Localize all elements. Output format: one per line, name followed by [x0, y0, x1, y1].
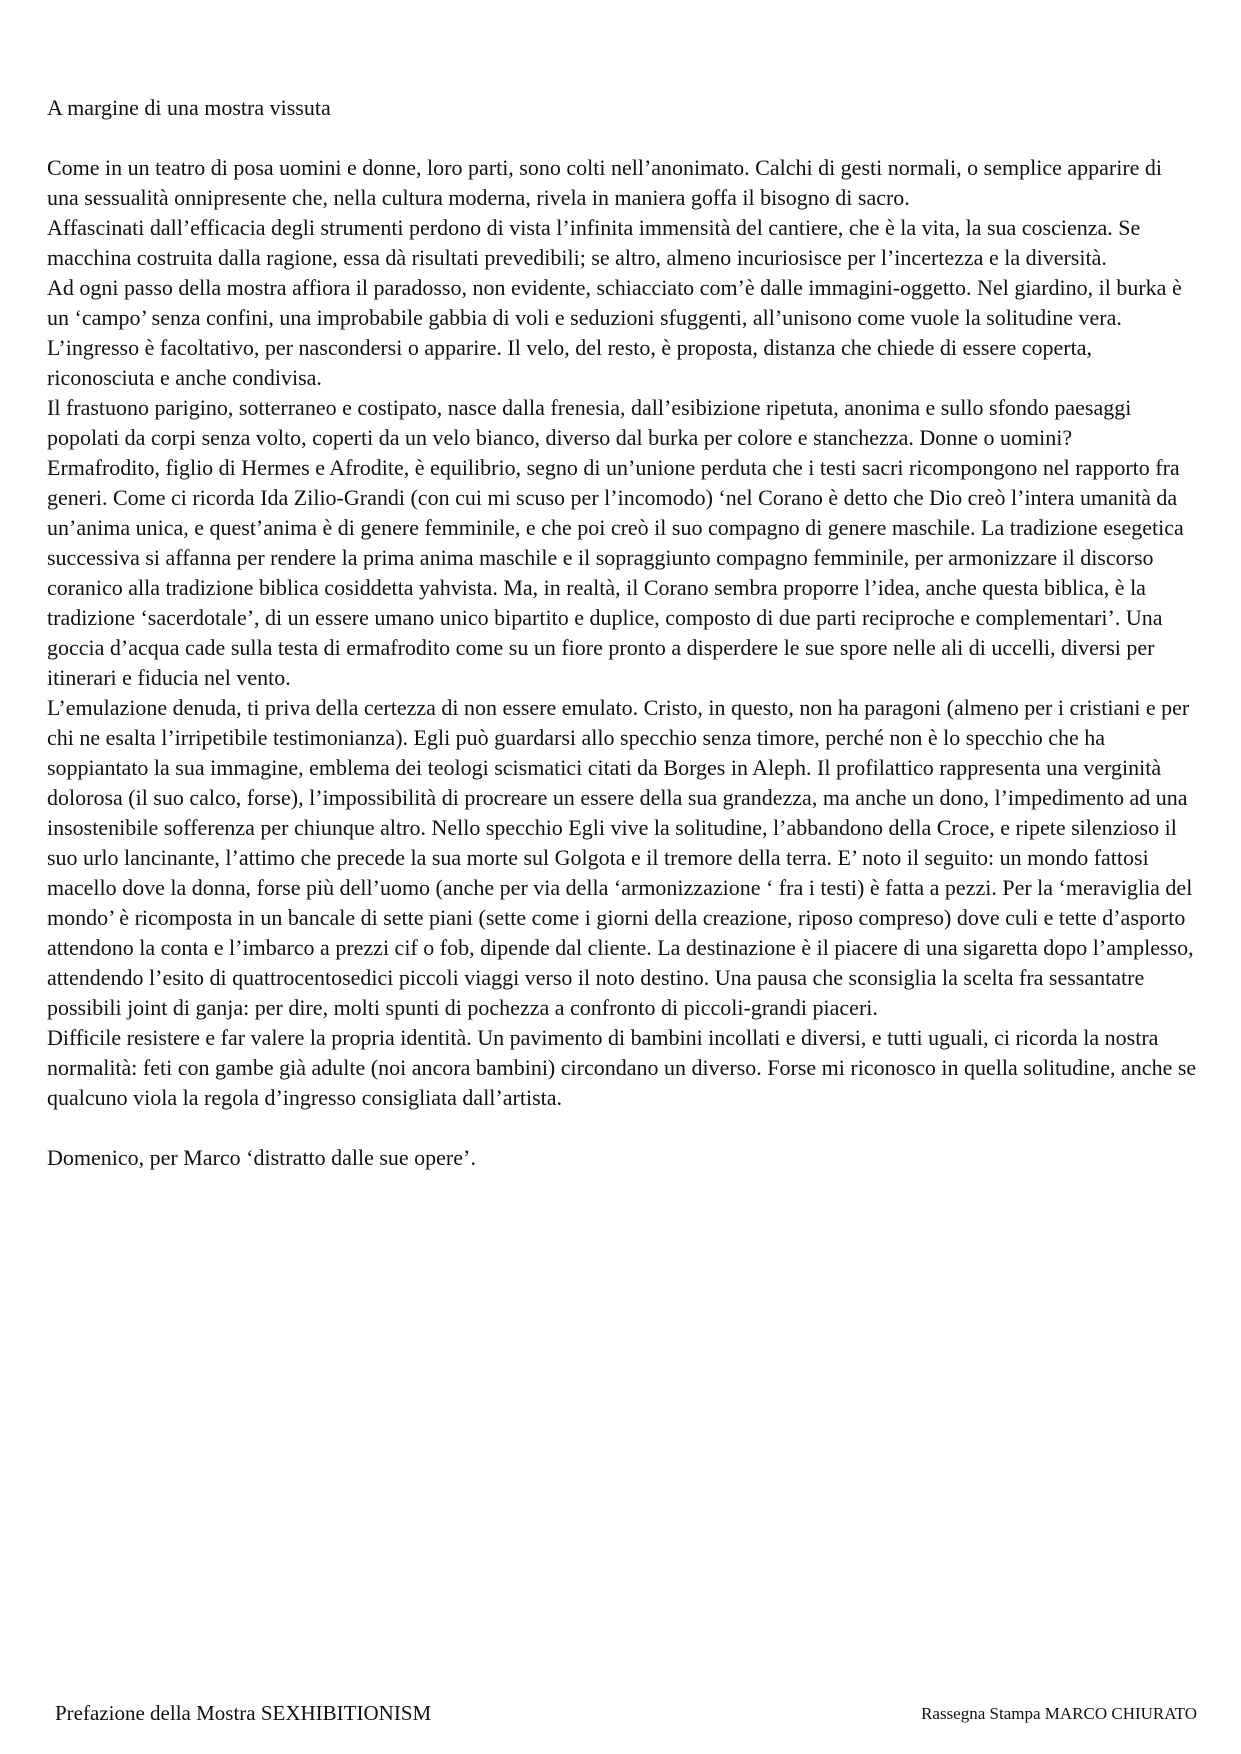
footer-press-review: Rassegna Stampa MARCO CHIURATO: [921, 1704, 1197, 1723]
signature: Domenico, per Marco ‘distratto dalle sue opere’.: [47, 1145, 476, 1170]
document-title: A margine di una mostra vissuta: [47, 95, 331, 120]
footer-exhibition-title: Prefazione della Mostra SEXHIBITIONISM: [55, 1701, 432, 1725]
paragraph-5: Ermafrodito, figlio di Hermes e Afrodite, è equilibrio, segno di un’unione perduta che i testi sacri ricompongono nel rapporto fra generi. Come ci ricorda Ida Zilio-Grandi (con cui mi scuso per l’incomodo) ‘nel Corano è detto che Dio creò l’intera umanità da un’anima unica, e quest’anima è di genere femminile, e che poi creò il suo compagno di genere maschile. La tradizione esegetica successiva si affanna per rendere la prima anima maschile e il sopraggiunto compagno femminile, per armonizzare il discorso coranico alla tradizione biblica cosiddetta yahvista. Ma, in realtà, il Corano sembra proporre l’idea, anche questa biblica, è la tradizione ‘sacerdotale’, di un essere umano unico bipartito e duplice, composto di due parti reciproche e complementari’. Una goccia d’acqua cade sulla testa di ermafrodito come su un fiore pronto a disperdere le sue spore nelle ali di uccelli, diversi per itinerari e fiducia nel vento.: [47, 455, 1184, 690]
paragraph-6: L’emulazione denuda, ti priva della certezza di non essere emulato. Cristo, in questo, non ha paragoni (almeno per i cristiani e per chi ne esalta l’irripetibile testimonianza). Egli può guardarsi allo specchio senza timore, perché non è lo specchio che ha soppiantato la sua immagine, emblema dei teologi scismatici citati da Borges in Aleph. Il profilattico rappresenta una verginità dolorosa (il suo calco, forse), l’impossibilità di procreare un essere della sua grandezza, ma anche un dono, l’impedimento ad una insostenibile sofferenza per chiunque altro. Nello specchio Egli vive la solitudine, l’abbandono della Croce, e ripete silenzioso il suo urlo lancinante, l’attimo che precede la sua morte sul Golgota e il tremore della terra. E’ noto il seguito: un mondo fattosi macello dove la donna, forse più dell’uomo (anche per via della ‘armonizzazione ‘ fra i testi) è fatta a pezzi. Per la ‘meraviglia del mondo’ è ricomposta in un bancale di sette piani (sette come i giorni della creazione, riposo compreso) dove culi e tette d’asporto attendono la conta e l’imbarco a prezzi cif o fob, dipende dal cliente. La destinazione è il piacere di una sigaretta dopo l’amplesso, attendendo l’esito di quattrocentosedici piccoli viaggi verso il noto destino. Una pausa che sconsiglia la scelta fra sessantatre possibili joint di ganja: per dire, molti spunti di pochezza a confronto di piccoli-grandi piaceri.: [47, 695, 1194, 1020]
paragraph-2: Affascinati dall’efficacia degli strumenti perdono di vista l’infinita immensità del cantiere, che è la vita, la sua coscienza. Se macchina costruita dalla ragione, essa dà risultati prevedibili; se altro, almeno incuriosisce per l’incertezza e la diversità.: [47, 215, 1141, 270]
paragraph-1: Come in un teatro di posa uomini e donne, loro parti, sono colti nell’anonimato. Calchi di gesti normali, o semplice apparire di una sessualità onnipresente che, nella cultura moderna, rivela in maniera goffa il bisogno di sacro.: [47, 155, 1163, 210]
document-body: [47, 93, 1197, 1173]
paragraph-3: Ad ogni passo della mostra affiora il paradosso, non evidente, schiacciato com’è dalle immagini-oggetto. Nel giardino, il burka è un ‘campo’ senza confini, una improbabile gabbia di voli e seduzioni sfuggenti, all’unisono come vuole la solitudine vera. L’ingresso è facoltativo, per nascondersi o apparire. Il velo, del resto, è proposta, distanza che chiede di essere coperta, riconosciuta e anche condivisa.: [47, 275, 1182, 390]
paragraph-7: Difficile resistere e far valere la propria identità. Un pavimento di bambini incollati e diversi, e tutti uguali, ci ricorda la nostra normalità: feti con gambe già adulte (noi ancora bambini) circondano un diverso. Forse mi riconosco in quella solitudine, anche se qualcuno viola la regola d’ingresso consigliata dall’artista.: [47, 1025, 1197, 1110]
paragraph-4: Il frastuono parigino, sotterraneo e costipato, nasce dalla frenesia, dall’esibizione ripetuta, anonima e sullo sfondo paesaggi popolati da corpi senza volto, coperti da un velo bianco, diverso dal burka per colore e stanchezza. Donne o uomini?: [47, 395, 1132, 450]
